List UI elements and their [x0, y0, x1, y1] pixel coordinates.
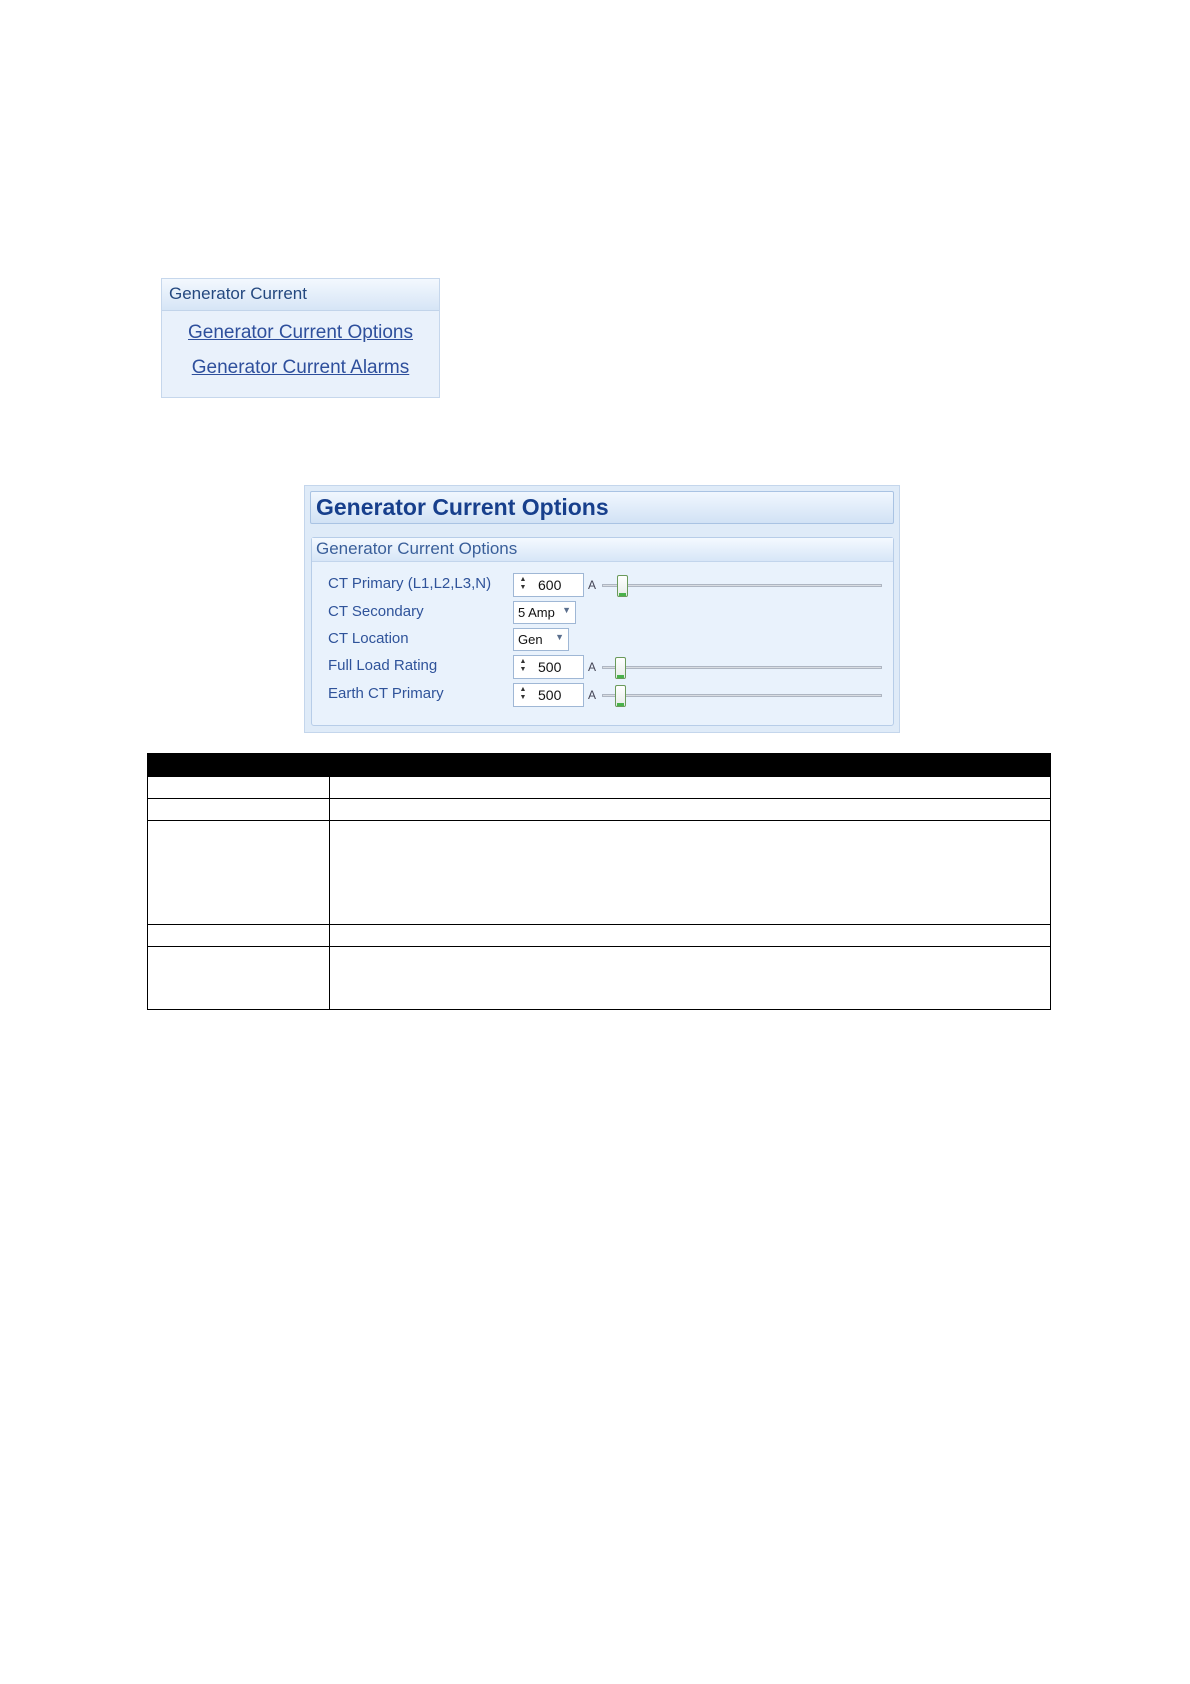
earth-ct-primary-label: Earth CT Primary	[328, 685, 444, 702]
nav-panel-title: Generator Current	[162, 279, 439, 311]
description-table	[147, 753, 1051, 1010]
earth-ct-primary-row	[312, 683, 893, 707]
table-cell	[330, 777, 1051, 799]
full-load-rating-slider[interactable]	[602, 666, 882, 669]
ct-primary-label: CT Primary (L1,L2,L3,N)	[328, 575, 492, 592]
generator-current-options-panel	[304, 485, 900, 733]
spinner-arrows-icon[interactable]: ▲ ▼	[519, 576, 527, 591]
ct-secondary-select[interactable]	[513, 601, 576, 624]
spinner-arrows-icon[interactable]: ▲ ▼	[519, 658, 527, 673]
ct-primary-spinner[interactable]	[513, 573, 584, 597]
full-load-rating-label: Full Load Rating	[328, 657, 438, 674]
ct-location-label: CT Location	[328, 630, 409, 647]
options-group	[311, 537, 894, 726]
table-row	[148, 947, 1051, 1010]
spinner-arrows-icon[interactable]: ▲ ▼	[519, 686, 527, 701]
ct-primary-slider[interactable]	[602, 584, 882, 587]
dropdown-chevron-icon[interactable]: ▼	[562, 605, 571, 615]
table-cell	[148, 777, 330, 799]
earth-ct-primary-unit: A	[588, 688, 597, 702]
earth-ct-primary-value: 500	[538, 687, 562, 703]
ct-primary-unit: A	[588, 578, 597, 592]
table-cell	[148, 947, 330, 1010]
table-cell	[148, 821, 330, 925]
dropdown-chevron-icon[interactable]: ▼	[555, 632, 564, 642]
table-header-cell	[148, 754, 330, 777]
generator-current-nav-panel	[161, 278, 440, 398]
table-cell	[330, 925, 1051, 947]
table-row	[148, 799, 1051, 821]
slider-thumb-icon[interactable]	[617, 575, 628, 597]
table-cell	[330, 821, 1051, 925]
table-cell	[148, 799, 330, 821]
ct-secondary-label: CT Secondary	[328, 603, 424, 620]
full-load-rating-row	[312, 655, 893, 679]
table-cell	[330, 799, 1051, 821]
table-row	[148, 925, 1051, 947]
page-title: Generator Current Options	[310, 491, 894, 524]
ct-location-row	[312, 628, 893, 652]
ct-location-value: Gen	[518, 632, 543, 647]
full-load-rating-unit: A	[588, 660, 597, 674]
ct-primary-row	[312, 573, 893, 597]
table-header-cell	[330, 754, 1051, 777]
full-load-rating-value: 500	[538, 659, 562, 675]
full-load-rating-spinner[interactable]	[513, 655, 584, 679]
table-cell	[330, 947, 1051, 1010]
ct-secondary-row	[312, 601, 893, 625]
generator-current-options-link[interactable]: Generator Current Options	[188, 322, 413, 343]
table-row	[148, 821, 1051, 925]
table-header-row	[148, 754, 1051, 777]
slider-thumb-icon[interactable]	[615, 657, 626, 679]
ct-primary-value: 600	[538, 577, 562, 593]
ct-location-select[interactable]	[513, 628, 569, 651]
generator-current-alarms-link[interactable]: Generator Current Alarms	[191, 357, 410, 378]
table-cell	[148, 925, 330, 947]
ct-secondary-value: 5 Amp	[518, 605, 555, 620]
earth-ct-primary-slider[interactable]	[602, 694, 882, 697]
table-row	[148, 777, 1051, 799]
group-title: Generator Current Options	[312, 538, 893, 562]
earth-ct-primary-spinner[interactable]	[513, 683, 584, 707]
slider-thumb-icon[interactable]	[615, 685, 626, 707]
